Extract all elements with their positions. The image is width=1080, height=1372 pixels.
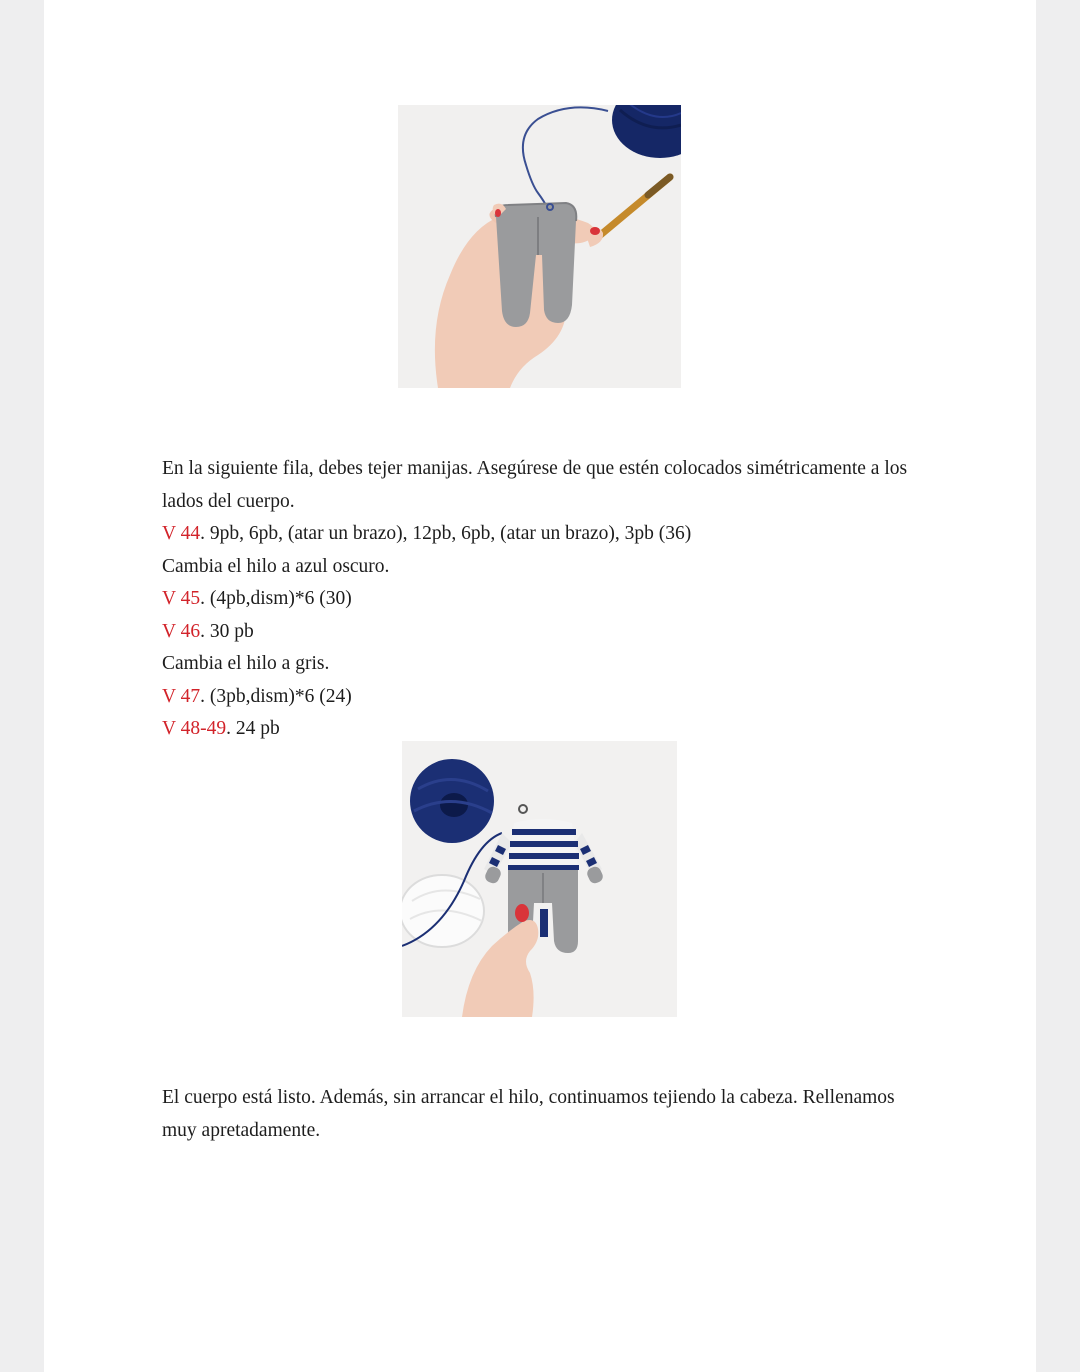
round-text: . (3pb,dism)*6 (24)	[200, 685, 352, 707]
round-text: . 24 pb	[226, 718, 280, 739]
round-text: . 9pb, 6pb, (atar un brazo), 12pb, 6pb, (atar un brazo), 3pb (36)	[200, 523, 692, 544]
round-row	[162, 583, 922, 616]
round-label: V 46	[162, 620, 201, 642]
round-row	[162, 518, 922, 551]
round-row	[162, 681, 922, 714]
round-label: V 45	[162, 588, 201, 609]
photo-gray-legs-in-hand	[398, 105, 681, 388]
document-page	[44, 0, 1036, 1372]
closing-paragraph: El cuerpo está listo. Además, sin arrancar el hilo, continuamos tejiendo la cabeza. Rellenamos muy apretadamente.	[162, 1087, 895, 1141]
round-text: . (4pb,dism)*6 (30)	[200, 588, 352, 609]
instructions-block	[162, 453, 922, 746]
color-change-note: Cambia el hilo a azul oscuro.	[162, 555, 390, 577]
color-change-note: Cambia el hilo a gris.	[162, 653, 330, 674]
round-row	[162, 616, 922, 649]
closing-block	[162, 1082, 922, 1147]
round-label: V 47	[162, 685, 201, 707]
round-text: . 30 pb	[200, 620, 254, 642]
round-label: V 48-49	[162, 718, 227, 739]
intro-paragraph: En la siguiente fila, debes tejer manijas. Asegúrese de que estén colocados simétricamente a los lados del cuerpo.	[162, 458, 908, 512]
photo-striped-body-with-yarn	[402, 741, 677, 1017]
round-label: V 44	[162, 523, 201, 544]
